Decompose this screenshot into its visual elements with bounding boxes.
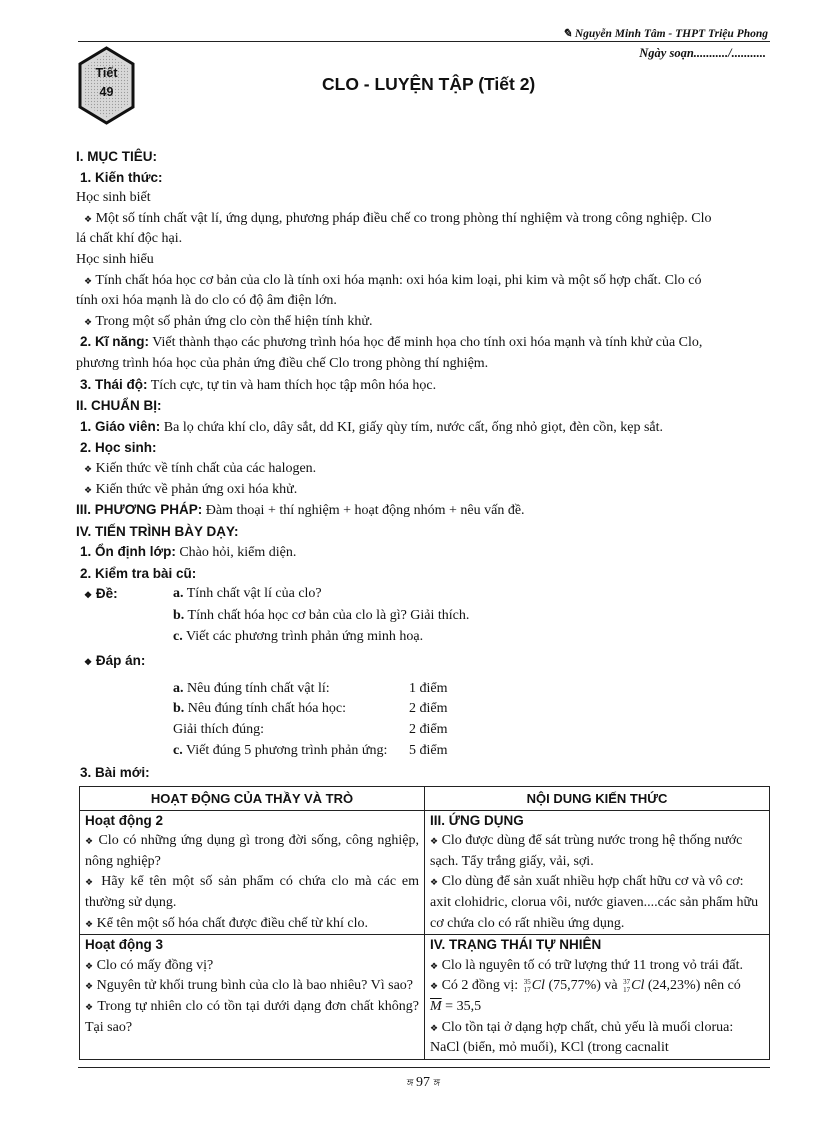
answer-row: Giải thích đúng: 2 điểm — [173, 722, 448, 738]
column-header: HOẠT ĐỘNG CỦA THẦY VÀ TRÒ — [80, 787, 425, 811]
method-line: III. PHƯƠNG PHÁP: Đàm thoại + thí nghiệm + hoạt động nhóm + nêu vấn đề. — [76, 502, 525, 519]
author-line: ✎ Nguyễn Minh Tâm - THPT Triệu Phong — [562, 28, 768, 40]
diamond-bullet-icon: ❖ — [84, 316, 93, 327]
diamond-bullet-icon: ❖ — [84, 484, 93, 495]
answer-row: b. Nêu đúng tính chất hóa học: 2 điểm — [173, 701, 448, 717]
question-text: a. Tính chất vật lí của clo? — [173, 586, 322, 602]
list-item: ❖ Kiến thức về phản ứng oxi hóa khử. — [84, 481, 298, 497]
diamond-bullet-icon: ❖ — [85, 981, 94, 992]
diamond-bullet-icon: ❖ — [85, 960, 94, 971]
list-item: ❖ Clo được dùng để sát trùng nước trong hệ thống nước sạch. Tẩy trắng giấy, vải, sợi. — [430, 833, 743, 869]
diamond-bullet-icon: ❖ — [430, 960, 439, 971]
teacher-line: 1. Giáo viên: Ba lọ chứa khí clo, dây sắt, dd KI, giấy qùy tím, nước cất, ống nhỏ giọt, đèn cồn, kẹp sắt. — [80, 418, 664, 435]
list-item: ❖ Kiến thức về tính chất của các halogen. — [84, 460, 317, 476]
review-label: 2. Kiểm tra bài cũ: — [80, 565, 197, 581]
diamond-bullet-icon: ❖ — [430, 877, 439, 888]
date-line: Ngày soạn.........../........... — [639, 46, 766, 60]
diamond-bullet-icon: ❖ — [84, 590, 93, 601]
list-item: ❖ Clo là nguyên tố có trữ lượng thứ 11 trong vỏ trái đất. — [430, 957, 744, 973]
students-label: 2. Học sinh: — [80, 440, 157, 456]
list-item: ❖ Clo dùng để sản xuất nhiều hợp chất hữu cơ và vô cơ: axit clohidric, clorua vôi, nước giaven....các sản phẩm hữu cơ chứa clo có rất nhiều ứng dụng. — [430, 874, 759, 931]
list-item: ❖ Nguyên tử khối trung bình của clo là bao nhiêu? Vì sao? — [85, 978, 413, 994]
teacher-activity-cell — [80, 935, 425, 1060]
diamond-bullet-icon: ❖ — [85, 918, 94, 929]
ornament-left-icon: ঙ্গ — [406, 1078, 413, 1089]
class-order-label: 1. Ổn định lớp: — [80, 544, 176, 560]
list-item: ❖ Kể tên một số hóa chất được điều chế từ khí clo. — [85, 915, 368, 931]
page-number: 97 — [416, 1075, 430, 1090]
header-rule — [78, 41, 770, 42]
diamond-bullet-icon: ❖ — [85, 1001, 94, 1012]
column-header: NỘI DUNG KIẾN THỨC — [425, 787, 770, 811]
question-row — [76, 627, 768, 648]
teacher-activity-cell — [80, 810, 425, 935]
list-item: ❖ Hãy kể tên một số sản phẩm có chứa clo mà các em thường sử dụng. — [85, 874, 419, 910]
diamond-bullet-icon: ❖ — [85, 836, 95, 847]
knowledge-cell — [425, 935, 770, 1060]
list-item: ❖ Trong một số phản ứng clo còn thể hiện tính khử. — [84, 313, 373, 329]
content-title: III. ỨNG DỤNG — [430, 812, 524, 828]
knowledge-label: 1. Kiến thức: — [80, 169, 163, 185]
ornament-right-icon: ঙ্গ — [433, 1078, 440, 1089]
footer-rule — [78, 1067, 770, 1068]
table-header-row — [80, 787, 770, 811]
list-item-cont: lá chất khí độc hại. — [76, 231, 183, 247]
lesson-label: Tiết — [95, 66, 118, 80]
teacher-label: 1. Giáo viên: — [80, 418, 161, 434]
answer-row: a. Nêu đúng tính chất vật lí: 1 điểm — [173, 680, 448, 696]
table-row — [80, 935, 770, 1060]
class-order-line: 1. Ổn định lớp: Chào hỏi, kiểm diện. — [80, 544, 297, 561]
activity-title: Hoạt động 2 — [85, 812, 163, 828]
skills-line: 2. Kĩ năng: Viết thành thạo các phương trình hóa học để minh họa cho tính oxi hóa mạnh và tính khử của Clo, — [80, 334, 703, 351]
diamond-bullet-icon: ❖ — [84, 657, 93, 668]
diamond-bullet-icon: ❖ — [84, 275, 93, 286]
list-item: ❖ Clo có những ứng dụng gì trong đời sống, công nghiệp, nông nghiệp? — [85, 833, 419, 869]
attitude-line: 3. Thái độ: Tích cực, tự tin và ham thích học tập môn hóa học. — [80, 376, 437, 393]
diamond-bullet-icon: ❖ — [84, 463, 93, 474]
isotope-notation: 37 17 — [623, 978, 631, 995]
list-item: ❖ Clo có mấy đồng vị? — [85, 957, 214, 973]
question-row — [76, 606, 768, 627]
attitude-label: 3. Thái độ: — [80, 376, 148, 392]
skills-cont: phương trình hóa học của phản ứng điều chế Clo trong phòng thí nghiệm. — [76, 355, 489, 371]
questions-label: ❖ Đề: — [84, 586, 118, 602]
list-item: ❖ Một số tính chất vật lí, ứng dụng, phương pháp điều chế co trong phòng thí nghiệm và trong công nghiệp. Clo — [84, 210, 712, 226]
page-footer — [0, 1075, 816, 1093]
list-item-cont: tính oxi hóa mạnh là do clo có độ âm điện lớn. — [76, 293, 337, 309]
list-item-cont: NaCl (biển, mỏ muối), KCl (trong cacnalit — [430, 1040, 669, 1056]
activity-table — [79, 786, 770, 1060]
question-text: c. Viết các phương trình phản ứng minh hoạ. — [173, 628, 424, 644]
list-item: ❖ Có 2 đồng vị: 35 17Cl (75,77%) và 37 17Cl (24,23%) nên có — [430, 978, 741, 995]
section-method-heading: III. PHƯƠNG PHÁP: — [76, 502, 203, 518]
answer-row: c. Viết đúng 5 phương trình phản ứng: 5 điểm — [173, 742, 448, 758]
students-understand: Học sinh hiểu — [76, 251, 154, 267]
lesson-value: 49 — [99, 85, 114, 99]
list-item: ❖ Tính chất hóa học cơ bản của clo là tính oxi hóa mạnh: oxi hóa kim loại, phi kim và một số hợp chất. Clo có — [84, 272, 702, 288]
diamond-bullet-icon: ❖ — [84, 213, 93, 224]
students-know: Học sinh biết — [76, 190, 151, 206]
average-mass: $\overline{M} = 35,5$ — [430, 998, 482, 1014]
table-row — [80, 810, 770, 935]
activity-title: Hoạt động 3 — [85, 937, 163, 953]
new-lesson-label: 3. Bài mới: — [80, 765, 150, 781]
skills-label: 2. Kĩ năng: — [80, 334, 150, 350]
diamond-bullet-icon: ❖ — [85, 877, 96, 888]
lesson-number — [78, 64, 135, 102]
diamond-bullet-icon: ❖ — [430, 981, 439, 992]
section-preparation-heading: II. CHUẨN BỊ: — [76, 398, 162, 414]
knowledge-cell — [425, 810, 770, 935]
list-item: ❖ Clo tồn tại ở dạng hợp chất, chủ yếu là muối clorua: — [430, 1019, 734, 1035]
question-text: b. Tính chất hóa học cơ bản của clo là gì? Giải thích. — [173, 608, 470, 624]
section-objectives-heading: I. MỤC TIÊU: — [76, 149, 157, 164]
section-process-heading: IV. TIẾN TRÌNH BÀY DẠY: — [76, 523, 239, 539]
diamond-bullet-icon: ❖ — [430, 1022, 439, 1033]
isotope-notation: 35 17 — [523, 978, 531, 995]
page-title: CLO - LUYỆN TẬP (Tiết 2) — [322, 74, 536, 94]
question-row — [76, 584, 768, 606]
list-item: ❖ Trong tự nhiên clo có tồn tại dưới dạng đơn chất không? Tại sao? — [85, 998, 419, 1035]
diamond-bullet-icon: ❖ — [430, 836, 439, 847]
lesson-body — [76, 147, 768, 784]
answers-label: ❖ Đáp án: — [84, 653, 146, 669]
content-title: IV. TRẠNG THÁI TỰ NHIÊN — [430, 937, 602, 953]
